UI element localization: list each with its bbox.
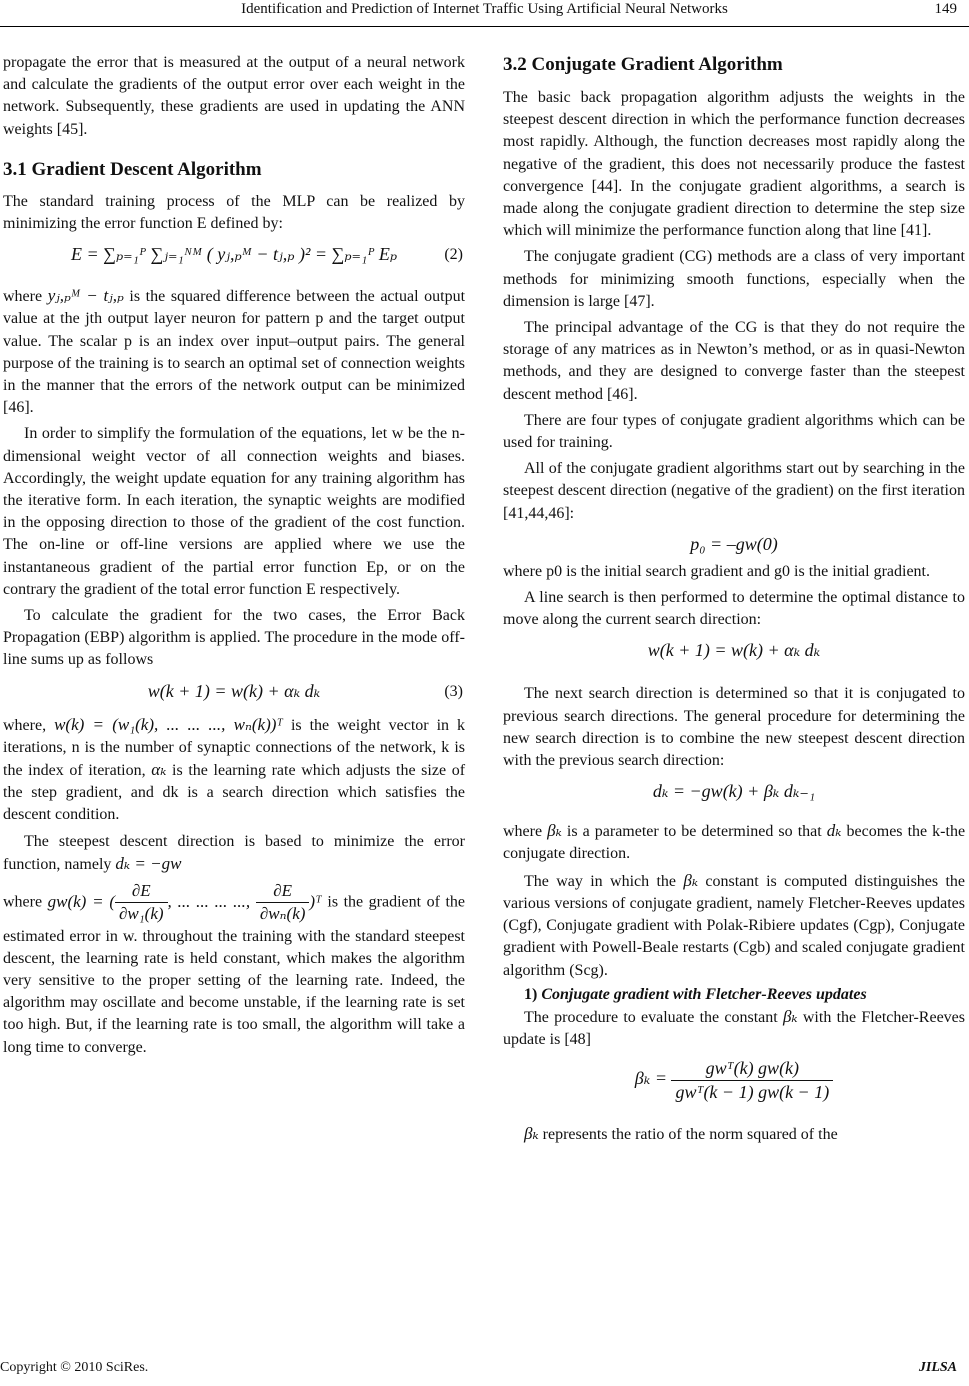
paragraph-intro: propagate the error that is measured at the output of a neural network and calculate the gradients of the output error over each weight in the network. Subsequently, these gradients are used in updating the ANN weights [45]. bbox=[3, 54, 465, 138]
procedure-lead: The procedure to evaluate the constant bbox=[524, 1008, 778, 1026]
procedure-text: with the Fletcher-Reeves update is [48] bbox=[503, 1008, 965, 1049]
inline-symbol-alpha-k: αₖ bbox=[151, 760, 167, 780]
fr-fraction bbox=[671, 1057, 833, 1102]
paragraph-standard-training: The standard training process of the MLP can be realized by minimizing the error function E defined by: bbox=[3, 192, 465, 233]
equation-3-number: (3) bbox=[444, 682, 463, 700]
gradient-lhs: gw(k) = ( bbox=[47, 891, 116, 911]
section-heading-3-2: 3.2 Conjugate Gradient Algorithm bbox=[503, 54, 783, 75]
versions-lead: The way in which the bbox=[524, 872, 677, 890]
learning-rate-explanation: is the learning rate which adjusts the size of the step gradient, and dk is a search direction which satisfies the descent condition. bbox=[3, 762, 466, 824]
paragraph-steepest-descent bbox=[3, 831, 465, 876]
paragraph-in-order: In order to simplify the formulation of the equations, let w be the n-dimensional weight vector of all connection weights and biases. Accordingly, the weight update equation for any training algorithm has the iterative form. In each iteration, the synaptic weights are modified in the opposing direction to those of the gradient of the cost function. The on-line or off-line versions are applied where we use the instantaneous gradient of the partial error function Ep, or on the contrary the gradient of the total error function E respectively. bbox=[3, 425, 465, 598]
inline-symbol-beta-k: βₖ bbox=[547, 821, 562, 841]
paragraph-beta-parameter bbox=[503, 820, 965, 865]
section-heading-3-1: 3.1 Gradient Descent Algorithm bbox=[3, 158, 262, 180]
paragraph-cg-methods: The conjugate gradient (CG) methods are a class of very important methods for minimizing smooth functions, especially when the dimension is large [47]. bbox=[503, 248, 965, 310]
running-title: Identification and Prediction of Internet Traffic Using Artificial Neural Networks bbox=[241, 1, 728, 17]
inline-formula-gradient bbox=[47, 881, 328, 924]
beta-explanation-end: becomes the k-the conjugate direction. bbox=[503, 823, 966, 863]
fr-denominator: gwᵀ(k − 1) gw(k − 1) bbox=[675, 1081, 830, 1102]
paragraph-line-search: A line search is then performed to determine the optimal distance to move along the current search direction: bbox=[503, 589, 965, 629]
paragraph-versions bbox=[503, 870, 965, 982]
paragraph-basic-bp: The basic back propagation algorithm adjusts the weights in the steepest descent direction in which the performance function decreases most rapidly. Although, the function decreases most rapidly along the negative of the gradient, this does not necessarily produce the fastest convergence [44]. In the conjugate gradient algorithms, a search is made along the conjugate gradient direction to determine the step size which will minimize the performance function along that line [41]. bbox=[503, 89, 965, 240]
copyright-notice: Copyright © 2010 SciRes. bbox=[0, 1360, 149, 1375]
fraction-de-dw1 bbox=[115, 880, 168, 925]
subsection-title: Conjugate gradient with Fletcher-Reeves updates bbox=[541, 985, 867, 1003]
paragraph-p0-definition: where p0 is the initial search gradient and g0 is the initial gradient. bbox=[503, 562, 930, 580]
gradient-rhs: )ᵀ bbox=[309, 891, 322, 911]
left-column bbox=[3, 52, 465, 1059]
equation-2 bbox=[3, 235, 465, 285]
inline-symbol-d-k: dₖ bbox=[826, 821, 842, 841]
beta-explanation: is a parameter to be determined so that bbox=[566, 823, 822, 841]
paragraph-gradient-definition bbox=[3, 880, 465, 1059]
where-word-3: where bbox=[503, 823, 543, 841]
equation-fletcher-reeves-body bbox=[503, 1057, 965, 1102]
inline-formula-weight-vector: w(k) = (w₁(k), ... ... ..., wₙ(k))ᵀ bbox=[54, 714, 283, 734]
paragraph-where-squared bbox=[3, 285, 465, 419]
page-footer bbox=[0, 1350, 969, 1386]
equation-3 bbox=[3, 672, 465, 714]
fraction-de-dwn-denominator: ∂wₙ(k) bbox=[259, 904, 306, 924]
versions-text: constant is computed distinguishes the various versions of conjugate gradient, namely Fletcher-Reeves updates (Cgf), Conjugate gradient with Polak-Ribiere updates (Cgp), Conjugate gradient with Powell-Beale restarts (Cgb) and scaled conjugate gradient algorithm (Scg). bbox=[503, 872, 966, 979]
inline-formula-d-k: dₖ = −gw bbox=[115, 853, 182, 873]
page-number: 149 bbox=[934, 1, 957, 17]
steepest-text: The steepest descent direction is based to minimize the error function, namely bbox=[3, 832, 465, 873]
equation-p0 bbox=[503, 525, 965, 561]
paragraph-weight-vector bbox=[3, 714, 465, 827]
paragraph-four-types: There are four types of conjugate gradient algorithms which can be used for training. bbox=[503, 411, 965, 452]
fraction-de-dwn bbox=[256, 880, 310, 925]
paragraph-ratio bbox=[503, 1123, 965, 1146]
equation-direction-body: dₖ = −gw(k) + βₖ dₖ₋₁ bbox=[652, 781, 816, 802]
paragraph-next-direction: The next search direction is determined so that it is conjugated to previous search directions. The general procedure for determining the new search direction is to combine the new steepest descent direction with the previous search direction: bbox=[503, 685, 965, 770]
equation-weight-update bbox=[503, 631, 965, 679]
subsection-number: 1) bbox=[524, 985, 538, 1003]
equation-p0-body: p₀ = –gw(0) bbox=[690, 533, 778, 554]
header-rule bbox=[0, 26, 969, 27]
weight-vector-explanation: is the weight vector in k iterations, n is the number of synaptic connections of the network, k is the index of iteration, bbox=[3, 716, 466, 780]
inline-symbol-beta-k-3: βₖ bbox=[782, 1006, 798, 1026]
equation-fletcher-reeves bbox=[503, 1051, 965, 1123]
running-header bbox=[0, 0, 969, 28]
where-word: where bbox=[3, 288, 43, 306]
inline-symbol-beta-k-4: βₖ bbox=[524, 1124, 539, 1144]
equation-2-body: E = ∑ₚ₌₁ᴾ ∑ⱼ₌₁ᴺᴹ ( yⱼ,ₚᴹ − tⱼ,ₚ )² = ∑ₚ₌₁ᴾ Eₚ bbox=[70, 244, 398, 265]
fraction-de-dwn-numerator: ∂E bbox=[256, 880, 310, 903]
subsection-fletcher-reeves bbox=[503, 984, 965, 1006]
right-column bbox=[503, 52, 965, 1147]
where-comma-word: where, bbox=[3, 716, 47, 734]
fraction-de-dw1-denominator: ∂w₁(k) bbox=[119, 904, 164, 924]
where-explanation: is the squared difference between the actual output value at the jth output layer neuron for pattern p and the target output value. The scalar p is an index over input–output pairs. The general purpose of the training is to search an optimal set of connection weights in the manner that the errors of the network output can be minimized [46]. bbox=[3, 288, 466, 417]
where-word-2: where bbox=[3, 893, 43, 911]
fr-lhs: βₖ = bbox=[634, 1068, 672, 1089]
fr-numerator: gwᵀ(k) gw(k) bbox=[671, 1057, 833, 1080]
inline-formula-y-minus-t: yⱼ,ₚᴹ − tⱼ,ₚ bbox=[47, 286, 124, 306]
equation-3-body: w(k + 1) = w(k) + αₖ dₖ bbox=[147, 680, 321, 701]
ratio-text: represents the ratio of the norm squared of the bbox=[542, 1126, 838, 1144]
gradient-explanation: is the gradient of the estimated error in w. throughout the training with the standard steepest descent, the learning rate is held constant, which makes the algorithm very sensitive to the proper setting of the learning rate. Indeed, the algorithm may oscillate and become unstable, if the learning rate is set too high. But, if the learning rate is too small, the algorithm will take a long time to converge. bbox=[3, 893, 466, 1056]
paragraph-all-cg: All of the conjugate gradient algorithms start out by searching in the steepest descent direction (negative of the gradient) on the first iteration [41,44,46]: bbox=[503, 460, 965, 522]
equation-weight-update-body: w(k + 1) = w(k) + αₖ dₖ bbox=[647, 640, 821, 661]
fraction-de-dw1-numerator: ∂E bbox=[115, 880, 168, 903]
inline-symbol-beta-k-2: βₖ bbox=[683, 870, 699, 890]
equation-2-number: (2) bbox=[444, 246, 463, 264]
paragraph-calculate-gradient: To calculate the gradient for the two cases, the Error Back Propagation (EBP) algorithm is applied. The procedure in the mode off-line sums up as follows bbox=[3, 607, 465, 669]
paragraph-cg-advantage: The principal advantage of the CG is that they do not require the storage of any matrices as in Newton’s method, or as in quasi-Newton methods, and they are designed to converge faster than the steepest descent method [46]. bbox=[503, 319, 965, 403]
paragraph-procedure bbox=[503, 1006, 965, 1051]
gradient-ellipsis: , ... ... ... ..., bbox=[167, 891, 256, 911]
journal-abbrev: JILSA bbox=[918, 1360, 957, 1375]
equation-direction bbox=[503, 772, 965, 820]
